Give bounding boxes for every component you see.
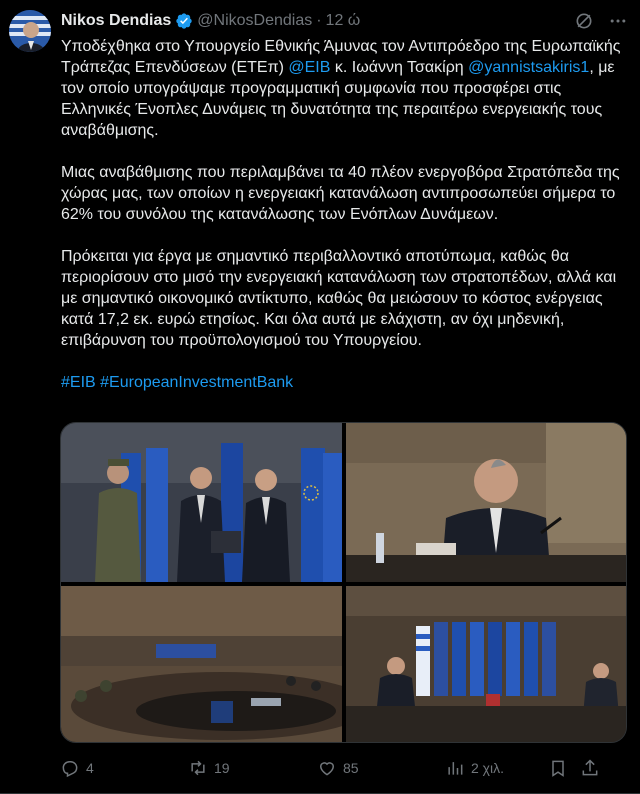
author-name[interactable]: Nikos Dendias: [61, 12, 172, 29]
bookmark-icon: [548, 758, 568, 778]
photo-conference-room[interactable]: [61, 586, 342, 743]
separator-dot: ·: [316, 12, 322, 29]
share-icon: [580, 758, 600, 778]
more-options-icon[interactable]: [608, 11, 628, 31]
photo-speaker-at-desk[interactable]: [346, 423, 627, 582]
hashtag-eib[interactable]: #EIB: [61, 374, 96, 391]
paragraph-3: Πρόκειται για έργα με σημαντικό περιβαλλοντικό αποτύπωμα, καθώς θα περιορίσουν στο μισό την ενεργειακή κατανάλωση των στρατοπέδων, αλλά και με σημαντικό οικονομικό αντίκτυπο, καθώς θα μειώσουν το κόστος ενέργειας κατά 17,2 εκ. ευρώ ετησίως. Και όλα αυτά με ελάχιστη, αν όχι μηδενική, επιβάρυνση του προϋπολογισμού του Υπουργείου.: [61, 248, 617, 349]
share-button[interactable]: [580, 758, 600, 778]
views-count: 2 χιλ.: [471, 760, 505, 776]
paragraph-2: Μιας αναβάθμισης που περιλαμβάνει τα 40 πλέον ενεργοβόρα Στρατόπεδα της χώρας μας, των οποίων η ενεργειακή κατανάλωση αντιπροσωπεύει σήμερα το 62% του συνόλου της κατανάλωσης των Ενόπλων Δυνάμεων.: [61, 164, 620, 223]
views-button[interactable]: [445, 758, 504, 778]
hashtag-european-investment-bank[interactable]: #EuropeanInvestmentBank: [100, 374, 294, 391]
timestamp[interactable]: 12 ώ: [325, 12, 361, 29]
text-segment: Υποδέχθηκα στο Υπουργείο Εθνικής Άμυνας τον Αντιπρόεδρο της Ευρωπαϊκής Τράπεζας Επενδύσεων (ΕΤΕπ): [61, 38, 621, 76]
repost-icon: [188, 758, 208, 778]
views-icon: [445, 758, 465, 778]
like-count: 85: [343, 760, 359, 776]
grok-icon[interactable]: [574, 11, 594, 31]
mention-yannistsakiris[interactable]: @yannistsakiris1: [468, 59, 590, 76]
reply-icon: [60, 758, 80, 778]
reply-button[interactable]: [60, 758, 94, 778]
repost-button[interactable]: [188, 758, 230, 778]
text-segment: , με τον οποίο υπογράψαμε προγραμματική συμφωνία που προσφέρει στις Ελληνικές Ένοπλες Δυνάμεις τη δυνατότητα της περαιτέρω ενεργειακής τους αναβάθμισης.: [61, 59, 615, 139]
text-segment: κ. Ιωάννη Τσακίρη: [330, 59, 469, 76]
photo-signing-ceremony[interactable]: [61, 423, 342, 582]
photo-meeting-with-flags[interactable]: [346, 586, 627, 743]
bookmark-button[interactable]: [548, 758, 568, 778]
tweet-text: [61, 36, 627, 414]
verified-badge-icon[interactable]: [175, 12, 193, 30]
author-handle[interactable]: @NikosDendias: [197, 12, 313, 29]
mention-eib[interactable]: @EIB: [288, 59, 331, 76]
media-grid: [60, 422, 627, 743]
action-bar: [60, 755, 628, 781]
reply-count: 4: [86, 760, 94, 776]
avatar-image: [9, 10, 51, 52]
hashtags: [61, 372, 627, 393]
like-button[interactable]: [317, 758, 359, 778]
tweet-header: [61, 10, 628, 32]
avatar[interactable]: [9, 10, 51, 52]
paragraph-1: [61, 36, 627, 141]
repost-count: 19: [214, 760, 230, 776]
heart-icon: [317, 758, 337, 778]
